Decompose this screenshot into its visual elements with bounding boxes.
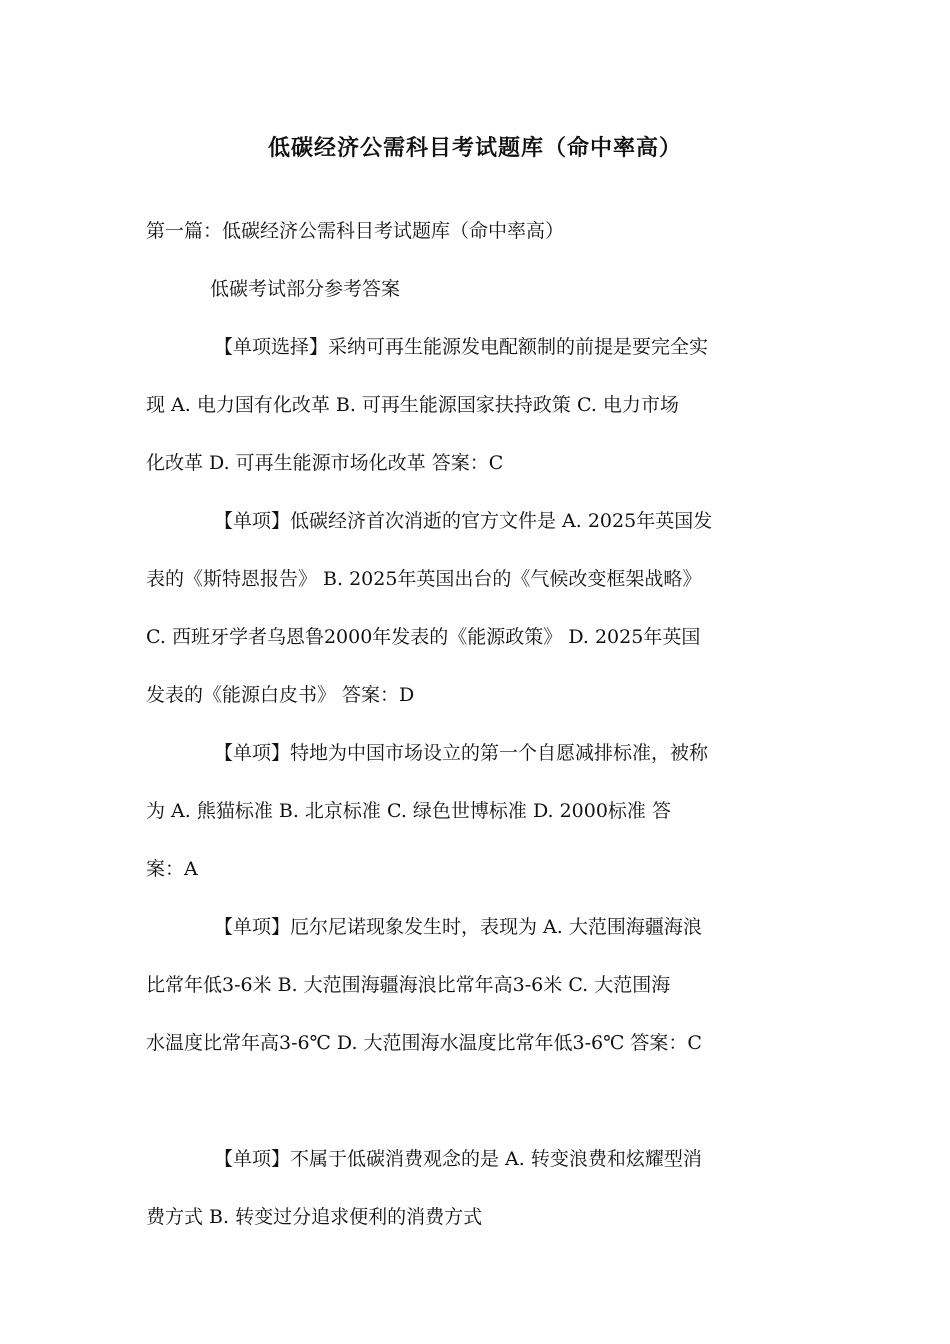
question-line: 案：A xyxy=(146,858,198,880)
question-line: 发表的《能源白皮书》 答案：D xyxy=(146,684,415,706)
section-heading: 第一篇：低碳经济公需科目考试题库（命中率高） xyxy=(146,220,565,242)
question-line: 【单项】厄尔尼诺现象发生时，表现为 A. 大范围海疆海浪 xyxy=(214,916,702,938)
question-line: 【单项】低碳经济首次消逝的官方文件是 A. 2025年英国发 xyxy=(214,510,713,532)
question-line: 为 A. 熊猫标准 B. 北京标准 C. 绿色世博标准 D. 2000标准 答 xyxy=(146,800,671,822)
question-line: 比常年低3-6米 B. 大范围海疆海浪比常年高3-6米 C. 大范围海 xyxy=(146,974,671,996)
question-line: 现 A. 电力国有化改革 B. 可再生能源国家扶持政策 C. 电力市场 xyxy=(146,394,679,416)
document-body xyxy=(146,202,808,1246)
document-title: 低碳经济公需科目考试题库（命中率高） xyxy=(267,135,682,161)
question-line: 表的《斯特恩报告》 B. 2025年英国出台的《气候改变框架战略》 xyxy=(146,568,702,590)
question-line: 【单项】特地为中国市场设立的第一个自愿减排标准，被称 xyxy=(214,742,709,764)
question-line: 水温度比常年高3-6℃ D. 大范围海水温度比常年低3-6℃ 答案：C xyxy=(146,1032,702,1054)
blank-line xyxy=(146,1072,808,1130)
subheading: 低碳考试部分参考答案 xyxy=(210,278,401,300)
question-line: 费方式 B. 转变过分追求便利的消费方式 xyxy=(146,1206,483,1228)
question-line: C. 西班牙学者乌恩鲁2000年发表的《能源政策》 D. 2025年英国 xyxy=(146,626,701,648)
question-line: 【单项】不属于低碳消费观念的是 A. 转变浪费和炫耀型消 xyxy=(214,1148,702,1170)
question-line: 【单项选择】采纳可再生能源发电配额制的前提是要完全实 xyxy=(214,336,709,358)
question-line: 化改革 D. 可再生能源市场化改革 答案：C xyxy=(146,452,504,474)
